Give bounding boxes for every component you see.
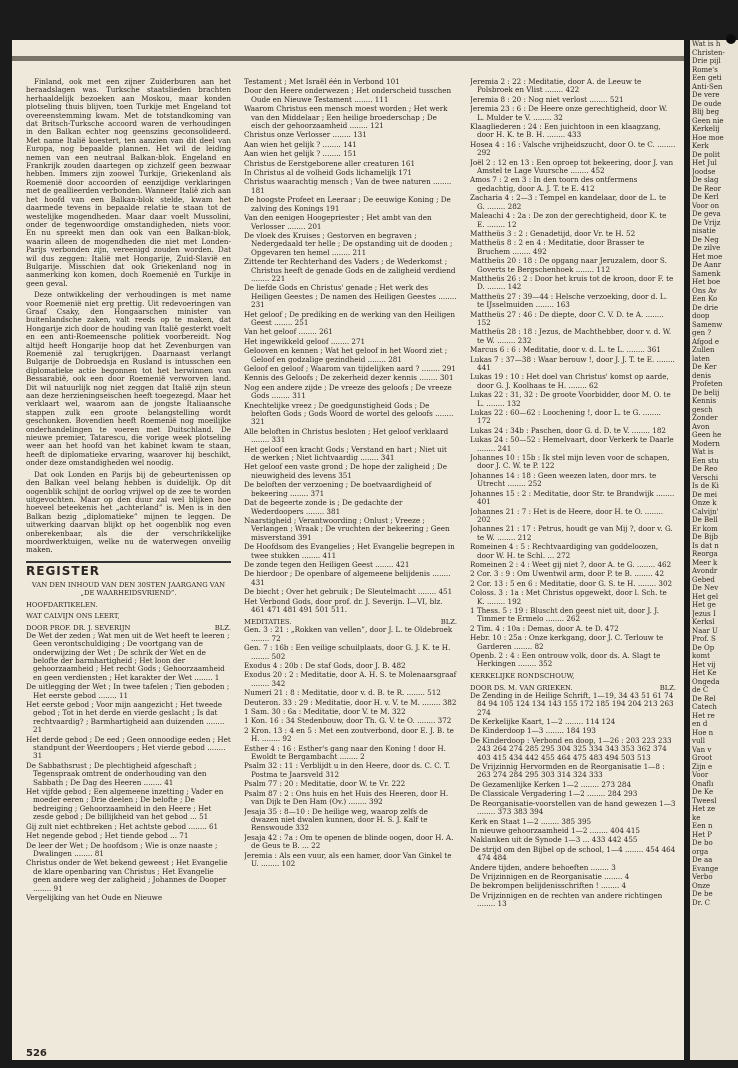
rondschouw-entry: De Gezamenlijke Kerken 1—2 ........ 273 284 — [470, 779, 632, 789]
rondschouw-entries — [470, 692, 676, 909]
column-3 — [470, 78, 676, 910]
meditatie-entry: Johannes 14 : 18 : Geen weezen laten, door mrs. te Utrecht ........ 252 — [470, 470, 657, 489]
register-entry: Zittende ter Rechterhand des Vaders ; de Wederkomst ; Christus heeft de genade Gods en de zaligheid verdiend ........ 221 — [244, 257, 456, 283]
adjacent-line: De Aanr — [692, 261, 722, 269]
register-entry: Het vijfde gebod ; Een algemeene inzetting ; Vader en moeder eeren ; Drie deelen ; De belofte ; De bedreiging ; Gehoorzaamheid in den Heere ; Het zesde gebod ; De billijkheid van het gebod ... 51 — [26, 787, 224, 822]
register-entry: Het geloof ; De prediking en de werking van den Heiligen Geest ........ 251 — [244, 309, 456, 327]
register-entry: Gij zult niet echtbreken ; Het achtste gebod ........ 61 — [26, 821, 219, 831]
meditatie-entry: Numeri 21 : 8 : Meditatie, door v. d. B. te R. ........ 512 — [244, 688, 441, 698]
register-entry: De hierdoor ; De openbare of algemeene belijdenis ........ 431 — [244, 569, 451, 587]
meditatie-entry: Mattheüs 26 : 2 : Door het kruis tot de kroon, door F. te D. ........ 142 — [470, 273, 674, 292]
register-entry: In Christus al de volheid Gods lichamelijk 171 — [244, 168, 412, 178]
register-entry: Het Verbond Gods, door prof. dr. J. Severijn. I—VI, blz. 461 471 481 491 501 511. — [244, 596, 443, 614]
adjacent-line: komt — [692, 652, 710, 660]
meditaties-heading: MEDITATIES. — [244, 618, 292, 627]
adjacent-line: Onze k — [692, 499, 717, 507]
adjacent-line: De Kerl — [692, 193, 719, 201]
adjacent-line: Het Jul — [692, 159, 717, 167]
meditatie-entry: 1 Sam. 30 : 6a : Meditatie, door V. te M. 322 — [244, 707, 406, 717]
meditatie-entry: Marcus 6 : 6 : Meditatie, door v. d. L. te L. ........ 361 — [470, 345, 661, 355]
adjacent-line: Het ge — [692, 601, 716, 609]
adjacent-line: Zonder — [692, 414, 718, 422]
adjacent-line: Wat is h — [692, 40, 721, 48]
adjacent-line: De Nev — [692, 584, 719, 592]
adjacent-line: Het re — [692, 711, 715, 720]
adjacent-line: Voor on — [692, 201, 720, 210]
adjacent-line: Een Ko — [692, 295, 718, 303]
article-text — [26, 78, 231, 555]
adjacent-line: Avondr — [692, 567, 718, 575]
adjacent-line: Gebed — [692, 575, 715, 584]
adjacent-line: De belij — [692, 388, 720, 397]
register-entry: Christus onder de Wet bekend geweest ; Het Evangelie de klare openbaring van Christus ; Het Evangelie geen andere weg der zaligheid ; Johannes de Dooper ........ 91 — [26, 858, 228, 893]
meditatie-entry: Psalm 77 : 20 : Meditatie, door W. te Vr. 222 — [244, 779, 406, 789]
adjacent-line: de C — [692, 686, 709, 694]
meditatie-entry: Johannes 10 : 15b : Ik stel mijn leven voor de schapen, door J. C. W. te P. 122 — [470, 453, 670, 471]
rondschouw-entry: De strijd om den Bijbel op de school, 1—4 ........ 454 464 474 484 — [470, 844, 676, 863]
rondschouw-entry: De Kinderdoop 1—3 ........ 184 193 — [470, 726, 596, 736]
register-entry: Door den Heere onderwezen ; Het onderscheid tusschen Oude en Nieuwe Testament ........ 111 — [244, 86, 452, 104]
adjacent-line: Jezus I — [692, 609, 716, 618]
adjacent-line: Onze — [692, 881, 711, 890]
meditatie-entry: Gen. 7 : 16b : Een veilige schuilplaats, door G. J. K. te H. ........ 502 — [244, 643, 451, 661]
adjacent-line: vull — [692, 737, 705, 745]
adjacent-line: Een geti — [692, 74, 722, 82]
section-author: DOOR PROF. DR. J. SEVERIJN — [26, 623, 131, 632]
meditatie-entry: Gen. 3 : 21 : „Rokken van vellen”, door J. L. te Oldebroek ........ 72 — [244, 625, 453, 643]
meditatie-entry: Mattheüs 27 : 39—44 : Helsche verzoeking, door d. L. te IJsselmuiden ........ 163 — [470, 291, 667, 310]
adjacent-line: De Bell — [692, 516, 718, 524]
adjacent-line: Wat is — [692, 448, 714, 456]
register-entry: Het geloof een kracht Gods ; Verstand en hart ; Niet uit de werken ; Niet lichtvaardig ........ 341 — [244, 444, 447, 463]
meditatie-entry: Psalm 32 : 11 : Verblijdt u in den Heere, door ds. C. C. T. Postma te Jaarsveld 312 — [244, 761, 451, 779]
adjacent-line: Blij beg — [692, 108, 720, 116]
magazine-page — [12, 40, 684, 1060]
meditatie-entry: Mattheüs 8 : 2 en 4 : Meditatie, door Brasser te Bruchem ........ 492 — [470, 238, 645, 256]
adjacent-line: Verbo — [692, 873, 713, 881]
register-entry: Gelooven en kennen ; Wat het geloof in het Woord ziet ; Geloof en godzalige gezindheid ........ 281 — [244, 346, 448, 364]
adjacent-line: Voor — [692, 771, 709, 779]
adjacent-line: Calvijn' — [692, 507, 719, 516]
adjacent-line: Ongeda — [692, 677, 720, 686]
adjacent-line: laten — [692, 354, 710, 363]
meditatie-entry: 2 Cor. 3 : 9 : Om Uwentwil arm, door P. te B. ........ 42 — [470, 569, 665, 579]
register-entries-col3 — [470, 78, 676, 669]
register-entry: Het negende gebod ; Het tiende gebod ... 71 — [26, 831, 189, 841]
register-entry: De beloften der verzoening ; De boetvaardigheid of bekeering ........ 371 — [244, 480, 432, 498]
adjacent-line: Hoe moe — [692, 133, 724, 142]
meditatie-entry: Romeinen 2 : 4 : Weet gij niet ?, door A. te G. ........ 462 — [470, 559, 672, 569]
adjacent-line: en d — [692, 720, 708, 728]
meditatie-entry: Mattheüs 3 : 2 : Genadetijd, door Vr. te H. 52 — [470, 228, 636, 238]
register-entry: Aan wien het gelijk ? ........ 141 — [244, 139, 357, 149]
rondschouw-entry: Andere tijden, andere behoeften ........ 3 — [470, 862, 616, 872]
register-entry: De hoogste Profeet en Leeraar ; De eeuwige Koning ; De zalving des Konings 191 — [244, 195, 451, 213]
meditatie-entry: Zacharia 4 : 2—3 : Tempel en kandelaar, door de L. te G. ........ 282 — [470, 193, 667, 211]
meditatie-entry: Lukas 24 : 50—52 : Hemelvaart, door Verkerk te Daarle ........ 241 — [470, 435, 674, 453]
adjacent-line: Van v — [692, 745, 712, 754]
register-entry: Dat de begeerte zonde is ; De gedachte der Wederdoopers ........ 381 — [244, 498, 403, 516]
top-rule — [12, 56, 684, 61]
register-entry: Geloof en geloof ; Waarom van tijdelijken aard ? ........ 291 — [244, 364, 456, 373]
rondschouw-entry: De Vrijzinnigen en de rechten van andere richtingen ........ 13 — [470, 890, 663, 909]
adjacent-line: Tweesl — [692, 796, 717, 805]
register-heading: REGISTER — [26, 561, 231, 579]
adjacent-line: De drie — [692, 303, 719, 312]
register-entries-col2 — [244, 78, 457, 614]
adjacent-line: Anti-Sen — [692, 82, 723, 91]
register-entry: De zonde tegen den Heiligen Geest ........ 421 — [244, 559, 410, 569]
meditatie-entry: Johannes 15 : 2 : Meditatie, door Str. te Brandwijk ........ 401 — [470, 488, 675, 507]
register-entry: Vergelijking van het Oude en Nieuwe — [26, 892, 163, 902]
meditatie-entry: 1 Thess. 5 : 19 : Bluscht den geest niet uit, door J. J. Timmer te Ermelo ........ 262 — [470, 605, 659, 624]
register-entry: Het ingewikkeld geloof ........ 271 — [244, 336, 366, 346]
adjacent-line: De Bijb — [692, 533, 719, 541]
meditatie-entry: Lukas 19 : 10 : Het doel van Christus' komst op aarde, door G. J. Koolhaas te H. ........ 62 — [470, 372, 669, 390]
adjacent-line: Rome's — [692, 65, 718, 74]
adjacent-line: Het P — [692, 830, 712, 839]
rondschouw-entry: De Kerkelijke Kaart, 1—2 ........ 114 124 — [470, 717, 616, 727]
adjacent-line: Kerk — [692, 142, 709, 150]
meditatie-entry: Mattheüs 20 : 18 : De opgang naar Jeruzalem, door S. Goverts te Bergschenhoek ........ 112 — [470, 256, 667, 274]
adjacent-line: Catech — [692, 703, 717, 711]
adjacent-line: Het vij — [692, 660, 716, 669]
meditatie-entry: Amos 7 : 2 en 3 : In den toorn des ontfermens gedachtig, door A. J. T. te E. 412 — [470, 175, 638, 193]
adjacent-line: Kerksl — [692, 618, 715, 626]
adjacent-line: De mei — [692, 490, 717, 499]
adjacent-line: Het Ke — [692, 669, 717, 677]
meditatie-entry: Johannes 21 : 7 : Het is de Heere, door H. te O. ........ 202 — [470, 506, 664, 524]
register-entry: De uitlegging der Wet ; In twee tafelen ; Tien geboden ; Het eerste gebod ........ 11 — [26, 682, 230, 700]
adjacent-line: De Ke — [692, 788, 714, 796]
adjacent-line: nisatie — [692, 227, 716, 235]
meditatie-entry: Lukas 22 : 31, 32 : De groote Voorbidder, door M. O. te L. ........ 132 — [470, 390, 671, 408]
adjacent-line: Zijn e — [692, 762, 713, 771]
register-entry: Waarom Christus een mensch moest worden ; Het werk van den Middelaar ; Een heilige broederschap ; De eisch der gehoorzaamheid ........ 121 — [244, 104, 448, 131]
article-paragraph: Finland, ook met een zijner Zuiderburen aan het beraadslagen was. Turksche staatslieden brachten herhaaldelijk bezoeken aan Moskou, maar konden plotseling thuis blijven, toen Turkije met Engeland tot overeenstemming kwam. Met de totstandkoming van dat Britsch-Turksche accoord waren de verhoudingen in den Balkan echter nog geenszins geconsolideerd. Met name Italië koestert, ten aanzien van dit deel van Europa, nog bepaalde plannen. Het wil de leiding nemen van een neutraal Balkan-blok. Engeland en Frankrijk zouden daartegen op zichzelf geen bezwaar hebben. Immers zijn zoowel Turkije, Griekenland als Roemenië door accoorden of eenzijdige verklaringen met de geallieerden verbonden. Wanneer Italië zich aan het hoofd van een Balkan-blok stelde, kwam het daarmede tevens in bepaalde relatie te staan tot de westelijke mogendheden. Maar daar voelt Mussolini, onder de tegenwoordige omstandigheden, niets voor. En nu spreekt men dan ook van een Balkan-blok, waarin alleen de mogendheden die niet met Londen-Parijs verbonden zijn, vereenigd zouden worden. Dat wil dus zeggen: Italië met Hongarije, Zuid-Slavië en Bulgarije. Misschien dat ook Griekenland nog in aanmerking kon komen, doch Roemenië en Turkije in geen geval. — [26, 78, 231, 288]
meditatie-entry: Exodus 4 : 20b : De staf Gods, door J. B. 482 — [244, 661, 406, 670]
adjacent-line: De Op — [692, 643, 715, 652]
meditatie-entry: Psalm 87 : 2 : Ons huis en het Huis des Heeren, door H. van Dijk te Den Ham (Ov.) ........ 392 — [244, 788, 449, 807]
adjacent-line: Evange — [692, 864, 719, 873]
register-entry: Het derde gebod ; De eed ; Geen onnoodige eeden ; Het standpunt der Weerdoopers ; Het vierde gebod ........ 31 — [26, 734, 231, 761]
rondschouw-entry: De Kinderdoop : Verbond en doop, 1—26 : 203 223 233 243 264 274 285 295 304 325 334 343 353 362 374 403 415 434 442 455 464 475 483 494 503 513 — [470, 735, 672, 762]
adjacent-line: De Reor — [692, 184, 721, 193]
adjacent-line: Christen- — [692, 48, 725, 57]
adjacent-line: Profeten — [692, 380, 723, 388]
blz-label-2: BLZ. — [440, 618, 457, 627]
adjacent-line: De geva — [692, 210, 721, 218]
register-entry: Knechtelijke vreez ; De goedgunstigheid Gods ; De beloften Gods ; Gods Woord de wortel des geloofs ........ 321 — [244, 400, 454, 427]
meditatie-entry: Coloss. 3 : 1a : Met Christus opgewekt, door l. Sch. te K. ........ 192 — [470, 588, 667, 606]
adjacent-line: De slag — [692, 176, 719, 184]
adjacent-line: De bo — [692, 839, 713, 847]
adjacent-line: Geen nie — [692, 116, 724, 125]
meditatie-entry: Maleachi 4 : 2a : De zon der gerechtigheid, door K. te E. ........ 12 — [470, 211, 667, 229]
adjacent-line: Geen he — [692, 431, 722, 439]
adjacent-line: Het moe — [692, 252, 723, 261]
register-entry: De Wet der zeden ; Wat men uit de Wet heeft te leeren ; Geen verontschuldiging ; De voortgang van de onderwijzing der Wet ; De schrik der Wet en de belofte der barmhartigheid ; Het loon der gehoorzaamheid ; Het recht Gods ; Gehoorzaamheid en geen verdiensten ; Het karakter der Wet ........ 1 — [26, 630, 230, 682]
register-entry: De vloek des Kruises ; Gestorven en begraven ; Nedergedaald ter helle ; De opstanding uit de dooden ; Opgevaren ten hemel ........ 211 — [244, 230, 453, 257]
meditatie-entry: Jeremia 2 : 22 : Meditatie, door A. de Leeuw te Polsbroek en Vlist ........ 422 — [470, 78, 642, 95]
rondschouw-entry: De bekrompen belijdenisschriften ! ........ 4 — [470, 881, 627, 891]
register-entry: Het geloof een vaste grond ; De hope der zaligheid ; De nieuwigheid des levens 351 — [244, 462, 447, 480]
adjacent-line: gesch — [692, 405, 713, 414]
adjacent-line: Het boe — [692, 278, 721, 286]
rondschouw-heading: KERKELIJKE RONDSCHOUW, — [470, 671, 575, 680]
meditatie-entry: Joël 2 : 12 en 13 : Een oproep tot bekeering, door J. van Amstel te Lage Vuursche ........ 452 — [470, 157, 674, 176]
register-entries-col1 — [26, 632, 231, 903]
column-2 — [244, 78, 457, 869]
meditatie-entry: Deuteron. 33 : 29 : Meditatie, door H. v. V. te M. ........ 382 — [244, 697, 457, 707]
adjacent-line: Prof. S — [692, 635, 716, 643]
meditatie-entry: Jesaja 35 : 8—10 : De heilige weg, waarop zelfs de dwazen niet dwalen kunnen, door H. S. J. Kalf te Renswoude 332 — [244, 806, 428, 833]
adjacent-line: doop — [692, 312, 710, 320]
register-entry: Christus de Eerstgeborene aller creaturen 161 — [244, 158, 416, 168]
meditatie-entry: Jeremia 23 : 6 : De Heere onze gerechtigheid, door W. L. Mulder te V. ........ 32 — [470, 104, 668, 122]
meditatie-entry: Exodus 20 : 2 : Meditatie, door A. H. S. te Molenaarsgraaf ........ 342 — [244, 670, 457, 688]
adjacent-line: Drie pijl — [692, 57, 721, 65]
meditatie-entry: Hosea 4 : 16 : Valsche vrijheidszucht, door O. te C. ........ 292 — [470, 139, 676, 158]
adjacent-line: Een stu — [692, 456, 719, 465]
adjacent-line: Het ze — [692, 805, 716, 813]
register-entry: Kennis des Geloofs ; De zekerheid dezer kennis ........ 301 — [244, 373, 454, 383]
meditatie-entry: Lukas 22 : 60—62 : Loochening !, door L. te G. ........ 172 — [470, 408, 661, 426]
adjacent-line: Modern — [692, 439, 720, 448]
meditatie-entry: Esther 4 : 16 : Esther's gang naar den Koning ! door H. Ewoldt te Bergambacht ........ 2 — [244, 743, 446, 762]
register-entry: Alle beloften in Christus besloten ; Het geloof verklaard ........ 331 — [244, 426, 449, 445]
binding-dot — [726, 34, 736, 44]
adjacent-line: denis — [692, 371, 711, 380]
adjacent-line: gen ? — [692, 329, 712, 337]
article-paragraph: Deze ontwikkeling der verhoudingen is met name voor Roemenië niet erg prettig. Uit redevoeringen van Graaf Csaky, den Hongaarschen minister van buitenlandsche zaken, valt reeds op te maken, dat Hongarije zich door de houding van Italië gesterkt voelt en een anti-Roemeensche politiek voorbereidt. Nog altijd heeft Hongarije hoop dat het Zevenburgen van Roemenië zal terugkrijgen. Daarnaast verlangt Bulgarije de Dobroedsja en Rusland is intusschen een diplomatieke actie begonnen tot het herwinnen van Bessarabië, ook een door Roemenië verworven land. Dit wil natuurlijk nog niet zeggen dat Italië zijn steun aan deze herzieningseischen heeft toegezegd. Maar het verklaart wel, waarom aan de jongste Italiaansche stappen zulk een groote belangstelling wordt geschonken. Bovendien heeft Roemenië nog moeilijke onderhandelingen te voeren met Duitschland. De nieuwe premier, Tatarescu, die vorige week plotseling weer aan het hoofd van het kabinet kwam te staan, heeft de diplomatieke ervaring, waarover hij beschikt, onder deze omstandigheden wel noodig. — [26, 290, 231, 468]
adjacent-line: Reorga — [692, 550, 718, 558]
meditatie-entry: Jesaja 42 : 7a : Om te openen de blinde oogen, door H. A. de Geus te B. ... 22 — [244, 832, 454, 851]
rondschouw-entry: De Reorganisatie-voorstellen van de hand gewezen 1—3 ........ 373 383 394 — [470, 798, 676, 817]
meditatie-entry: 2 Tim. 4 : 10a : Demas, door A. te D. 472 — [470, 623, 619, 633]
adjacent-line: Hoe n — [692, 728, 714, 737]
adjacent-line: Groot — [692, 754, 713, 762]
rondschouw-entry: Kerk en Staat 1—2 ........ 385 395 — [470, 816, 592, 826]
adjacent-line: De vere — [692, 91, 720, 99]
meditatie-entry: Johannes 21 : 17 : Petrus, houdt ge van Mij ?, door v. G. te W. ........ 212 — [470, 524, 673, 542]
register-entry: De liefde Gods en Christus' genade ; Het werk des Heiligen Geestes ; De namen des Heiligen Geestes ........ 231 — [244, 283, 457, 310]
meditatie-entry: 2 Kron. 13 : 4 en 5 : Met een zoutverbond, door E. J. B. te H. ........ 92 — [244, 725, 454, 744]
rondschouw-entry: De Classicale Vergadering 1—2 ........ 284 293 — [470, 789, 638, 799]
adjacent-line: Avon — [692, 422, 710, 431]
adjacent-page — [690, 40, 738, 1060]
adjacent-line: Samenw — [692, 320, 723, 329]
adjacent-line: De oude — [692, 99, 722, 108]
rondschouw-entry: In nieuwe gehoorzaamheid 1—2 ........ 404 415 — [470, 825, 640, 835]
rondschouw-entry: Naklanken uit de Synode 1—3 ... 433 442 455 — [470, 835, 638, 845]
meditatie-entry: Openb. 2 : 4 : Een ontrouw volk, door ds. A. Slagt te Herkingen ........ 352 — [470, 651, 661, 669]
adjacent-line: Naar U — [692, 626, 718, 635]
meditatie-entry: Lukas 7 : 37—38 : Waar berouw !, door J. J. T. te E. ........ 441 — [470, 354, 675, 372]
register-entry: Van den eenigen Hoogepriester ; Het ambt van den Verlosser ........ 201 — [244, 213, 432, 231]
adjacent-line: De aa — [692, 856, 713, 864]
adjacent-line: De Reo — [692, 465, 718, 473]
meditatie-entry: Klaagliederen : 24 : Een juichtoon in een klaagzang, door H. K. te B. H. ........ 433 — [470, 122, 661, 140]
blz-label: BLZ. — [214, 623, 231, 632]
register-entry: De Hoofdsom des Evangelies ; Het Evangelie begrepen in twee stukken ........ 411 — [244, 542, 455, 560]
register-entry: De Sabbathsrust ; De plechtigheid afgeschaft ; Tegenspraak omtrent de onderhouding van den Sabbath ; De Dag des Heeren ........ 41 — [26, 760, 207, 787]
register-entry: Het eerste gebod ; Voor mijn aangezicht ; Het tweede gebod ; Tot in het derde en vierde geslacht ; Is dat rechtvaardig? ; Barmhartigheid aan duizenden ........ 21 — [26, 700, 225, 735]
register-entry: Naarstigheid ; Verantwoording ; Onlust ; Vreeze ; Verlangen ; Wraak ; De vruchten der bekeering ; Geen misverstand 391 — [244, 515, 450, 542]
adjacent-line: ke — [692, 813, 701, 822]
adjacent-line: De Vrijz — [692, 218, 721, 227]
register-entry: Testament ; Met Israël één in Verbond 101 — [244, 78, 400, 86]
section-subheading: WAT CALVIJN ONS LEERT, — [26, 611, 120, 620]
rondschouw-entry: De Vrijzinnigen en de Reorganisatie ........ 4 — [470, 871, 630, 881]
adjacent-line: Dr. C — [692, 898, 710, 907]
adjacent-line: orga — [692, 847, 709, 856]
register-entry: Christus onze Verlosser ........ 131 — [244, 130, 367, 140]
meditaties-entries — [244, 626, 457, 868]
register-entry: De biecht ; Over het gebruik ; De Sleutelmacht ........ 451 — [244, 587, 453, 597]
register-entry: Christus waarachtig mensch ; Van de twee naturen ........ 181 — [244, 177, 452, 195]
register-entry: Aan wien het gelijk ? ........ 151 — [244, 149, 357, 159]
blz-label-3: BLZ. — [659, 683, 676, 692]
adjacent-line: Samenk — [692, 269, 721, 278]
adjacent-line: De be — [692, 890, 713, 898]
adjacent-line: Is de Ki — [692, 482, 719, 490]
article-paragraph: Dat ook Londen en Parijs bij de gebeurtenissen op den Balkan veel belang hebben is duidelijk. Op dit oogenblik schijnt de oorlog vrijwel op de zee te worden uitgevochten. Maar op den duur zal wel blijken hoe hoeveel beteekenis het „achterland” is. Men is in den Balkan bezig „diplomatieke” mijnen te leggen. De uitwerking daarvan blijkt op het oogenblik nog even onberekenbaar, als die der verschrikkelijke moordwerktuigen, welke nu de waterwegen onveilig maken. — [26, 469, 231, 555]
adjacent-line: Is dat n — [692, 541, 719, 550]
section-heading: HOOFDARTIKELEN. — [26, 600, 98, 609]
adjacent-line: Ons Av — [692, 286, 717, 295]
adjacent-line: De zilve — [692, 244, 721, 252]
page-number: 526 — [26, 1048, 47, 1059]
register-entry: Nog een andere zijde ; De vreeze des geloofs ; De vreeze Gods ........ 311 — [244, 382, 452, 401]
meditatie-entry: Mattheüs 27 : 46 : De diepte, door C. V. D. te A. ........ 152 — [470, 309, 664, 327]
adjacent-line: Meer k — [692, 558, 718, 567]
adjacent-line: Het gel — [692, 592, 719, 601]
register-entry: Van het geloof ........ 261 — [244, 327, 333, 337]
rondschouw-entry: De Zending in de Heilige Schrift, 1—19, 34 43 51 61 74 84 94 105 124 134 143 155 172 185 194 204 213 263 274 — [470, 690, 674, 717]
adjacent-line: Verschi — [692, 473, 719, 482]
adjacent-line: De polit — [692, 150, 720, 159]
adjacent-line: Een n — [692, 822, 713, 830]
adjacent-line: Kerkelij — [692, 125, 720, 133]
adjacent-line: Er kom — [692, 524, 718, 533]
meditatie-entry: Romeinen 4 : 5 : Rechtvaardiging van goddeloozen, door W. H. te Schl. ... 272 — [470, 542, 659, 560]
column-1 — [26, 78, 231, 903]
adjacent-line: Onaflı — [692, 779, 714, 788]
adjacent-line: Zullen — [692, 346, 715, 354]
rondschouw-author: DOOR DS. M. VAN GRIEKEN. — [470, 683, 573, 692]
meditatie-entry: 2 Cor. 13 : 5 en 6 : Meditatie, door G. S. te H. ........ 302 — [470, 578, 673, 588]
adjacent-line: Afgod e — [692, 337, 720, 346]
meditatie-entry: Jeremia : Als een vuur, als een hamer, door Van Ginkel te U. ........ 102 — [244, 850, 452, 868]
meditatie-entry: Mattheüs 28 : 18 : Jezus, de Machthebber, door v. d. W. te W. ........ 232 — [470, 327, 672, 345]
register-subtitle: VAN DEN INHOUD VAN DEN 30STEN JAARGANG VAN „DE WAARHEIDSVRIEND”. — [31, 580, 226, 597]
meditatie-entry: Jeremia 8 : 20 : Nog niet verlost ........ 521 — [470, 94, 624, 104]
adjacent-line: De Neg — [692, 235, 719, 244]
adjacent-line: De Rel — [692, 694, 716, 703]
register-entry: De leer der Wet ; De hoofdsom ; Wie is onze naaste ; Dwalingen ........ 81 — [26, 840, 218, 858]
meditatie-entry: Hebr. 10 : 25a : Onze kerkgang, door J. C. Terlouw te Garderen ........ 82 — [470, 633, 664, 651]
adjacent-line: Joodse — [692, 167, 716, 176]
adjacent-line: Kennis — [692, 397, 717, 405]
adjacent-line: De Ker — [692, 363, 717, 371]
meditatie-entry: 1 Kon. 16 : 34 Stedenbouw, door Th. G. V. te O. ........ 372 — [244, 716, 452, 726]
meditatie-entry: Lukas 24 : 34b : Paschen, door G. d. D. te V. ........ 182 — [470, 425, 666, 435]
rondschouw-entry: De Vrijzinnig Hervormden en de Reorganisatie 1—8 : 263 274 284 295 303 314 324 333 — [470, 762, 665, 780]
